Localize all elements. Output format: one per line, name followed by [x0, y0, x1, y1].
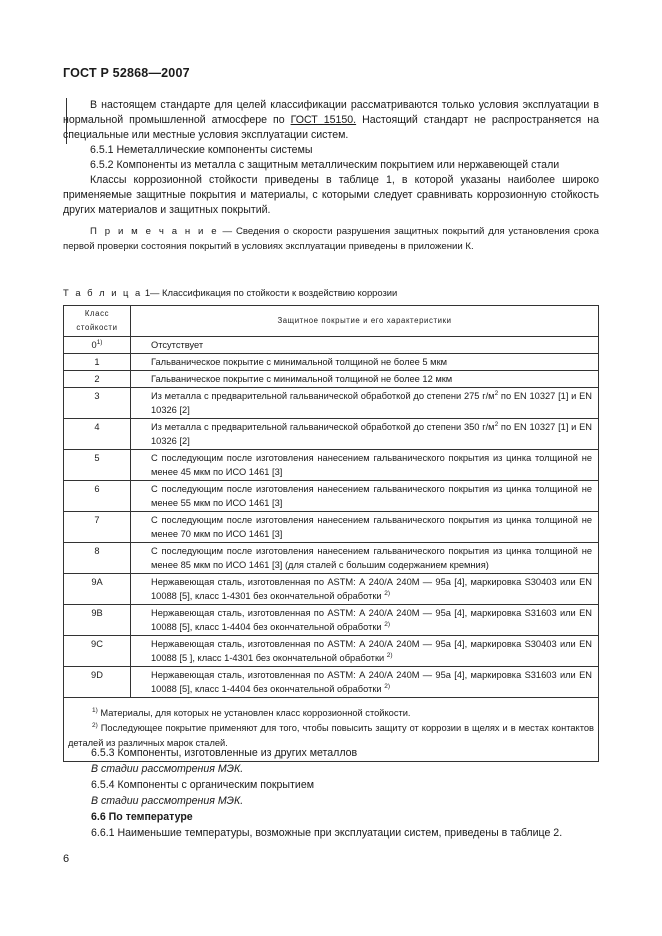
table-row [64, 636, 599, 667]
class-cell [64, 574, 131, 605]
class-cell [64, 419, 131, 450]
coating-text: Из металла с предварительной гальванической обработкой до степени 350 г/м [151, 422, 495, 432]
footnote-1 [68, 706, 594, 721]
table-header-row [64, 306, 599, 337]
table-row [64, 419, 599, 450]
class-cell [64, 388, 131, 419]
coating-text: Нержавеющая сталь, изготовленная по ASTM: А 240/А 240М — 95а [4], маркировка S31603 или EN 10088 [5], класс 1-4404 без окончательной обработки [151, 608, 592, 632]
corrosion-classification-table [63, 305, 599, 762]
table-row [64, 388, 599, 419]
coating-text: по EN 10327 [1] и EN 10326 [2] [151, 391, 592, 415]
intro-section [63, 98, 599, 254]
note-paragraph [63, 224, 599, 254]
coating-footnote-mark: 2) [384, 589, 390, 597]
col-header-class: Класс стойкости [64, 306, 131, 337]
document-header: ГОСТ Р 52868—2007 [63, 66, 190, 80]
note-label: П р и м е ч а н и е [90, 226, 219, 237]
coating-text: Гальваническое покрытие с минимальной толщиной не более 12 мкм [151, 374, 453, 384]
class-footnote-mark: 1) [96, 338, 103, 346]
coating-cell [131, 388, 599, 419]
coating-superscript: 2 [494, 389, 499, 397]
coating-cell [131, 481, 599, 512]
class-cell [64, 667, 131, 698]
section-6-5-3-note: В стадии рассмотрения МЭК. [91, 763, 244, 775]
coating-text: Гальваническое покрытие с минимальной толщиной не более 5 мкм [151, 357, 448, 367]
footnote-1-mark: 1) [92, 706, 98, 714]
intro-paragraph [63, 98, 599, 143]
class-cell [64, 450, 131, 481]
table-caption [63, 287, 397, 298]
table-caption-text: 1— Классификация по стойкости к воздействию коррозии [142, 287, 398, 298]
class-value: 0 [91, 340, 97, 350]
section-6-6-heading: 6.6 По температуре [91, 811, 193, 823]
table-body [64, 337, 599, 698]
footnote-2-mark: 2) [92, 721, 98, 729]
class-value: 8 [94, 546, 100, 556]
table-row [64, 605, 599, 636]
table-row [64, 354, 599, 371]
coating-footnote-mark: 2) [384, 682, 390, 690]
class-value: 1 [94, 357, 100, 367]
table-caption-label: Т а б л и ц а [63, 287, 143, 298]
section-6-5-2: 6.5.2 Компоненты из металла с защитным металлическим покрытием или нержавеющей стали [90, 159, 560, 171]
class-cell [64, 371, 131, 388]
coating-cell [131, 419, 599, 450]
coating-text: Отсутствует [151, 340, 204, 350]
coating-text: Нержавеющая сталь, изготовленная по ASTM: А 240/А 240М — 95а [4], маркировка S31603 или EN 10088 [5], класс 1-4404 без окончательной обработки [151, 670, 592, 694]
table-row [64, 481, 599, 512]
intro-text-part1: В настоящем стандарте для целей классификации рассматриваются только условия эксплуатации в нормальной промышленной атмосфере по [63, 99, 599, 126]
class-value: 7 [94, 515, 100, 525]
table-row [64, 371, 599, 388]
table-row [64, 574, 599, 605]
classes-paragraph: Классы коррозионной стойкости приведены в таблице 1, в которой указаны наиболее широко применяемые защитные покрытия и материалы, с которыми следует сравнивать коррозионную стойкость других материалов и защитных покрытий. [63, 174, 599, 216]
coating-cell [131, 543, 599, 574]
footnote-2-text: Последующее покрытие применяют для того, чтобы повысить защиту от коррозии в щелях и в местах контактов деталей из различных марок сталей. [68, 723, 594, 748]
coating-cell [131, 337, 599, 354]
coating-text: Из металла с предварительной гальванической обработкой до степени 275 г/м [151, 391, 495, 401]
class-value: 6 [94, 484, 100, 494]
class-value: 9B [91, 608, 103, 618]
coating-text: Нержавеющая сталь, изготовленная по ASTM: А 240/А 240М — 95а [4], маркировка S30403 или EN 10088 [5], класс 1-4301 без окончательной обработки [151, 577, 592, 601]
class-value: 9D [91, 670, 103, 680]
coating-footnote-mark: 2) [386, 651, 393, 659]
class-cell [64, 337, 131, 354]
table-row [64, 543, 599, 574]
coating-cell [131, 636, 599, 667]
coating-cell [131, 450, 599, 481]
coating-footnote-mark: 2) [384, 620, 390, 628]
coating-text: С последующим после изготовления нанесением гальванического покрытия из цинка толщиной не менее 70 мкм по ИСО 1461 [3] [151, 515, 592, 539]
coating-cell [131, 605, 599, 636]
coating-cell [131, 574, 599, 605]
section-6-5-4: 6.5.4 Компоненты с органическим покрытием [91, 779, 314, 791]
page-number: 6 [63, 853, 70, 865]
class-cell [64, 512, 131, 543]
coating-superscript: 2 [494, 420, 499, 428]
col-header-coating: Защитное покрытие и его характеристики [131, 306, 599, 337]
class-value: 2 [94, 374, 100, 384]
class-cell [64, 605, 131, 636]
class-cell [64, 543, 131, 574]
coating-text: по EN 10327 [1] и EN 10326 [2] [151, 422, 592, 446]
section-6-5-3: 6.5.3 Компоненты, изготовленные из других металлов [91, 747, 358, 759]
coating-text: С последующим после изготовления нанесением гальванического покрытия из цинка толщиной не менее 85 мкм по ИСО 1461 [3] (для сталей с большим содержанием кремния) [151, 546, 592, 570]
intro-text-part2: Настоящий стандарт не распространяется на специальные или местные условия эксплуатации систем. [63, 114, 599, 141]
lower-section [91, 745, 599, 841]
coating-cell [131, 354, 599, 371]
section-6-5-4-note: В стадии рассмотрения МЭК. [91, 795, 244, 807]
class-value: 3 [94, 391, 100, 401]
class-value: 5 [94, 453, 100, 463]
class-cell [64, 481, 131, 512]
coating-text: С последующим после изготовления нанесением гальванического покрытия из цинка толщиной не менее 55 мкм по ИСО 1461 [3] [151, 484, 592, 508]
table-row [64, 512, 599, 543]
coating-cell [131, 512, 599, 543]
section-6-6-1: 6.6.1 Наименьшие температуры, возможные при эксплуатации систем, приведены в таблице 2. [91, 827, 563, 839]
class-value: 9A [91, 577, 103, 587]
coating-cell [131, 667, 599, 698]
note-text: — Сведения о скорости разрушения защитных покрытий для установления срока первой проверки состояния покрытий в условиях эксплуатации приведены в приложении К. [63, 226, 599, 252]
class-value: 4 [94, 422, 100, 432]
coating-text: Нержавеющая сталь, изготовленная по ASTM: А 240/А 240М — 95а [4], маркировка S30403 или EN 10088 [5 ], класс 1-4301 без окончательной обработки [151, 639, 592, 663]
table-row [64, 667, 599, 698]
gost-15150-link[interactable]: ГОСТ 15150. [290, 114, 357, 126]
coating-text: С последующим после изготовления нанесением гальванического покрытия из цинка толщиной не менее 45 мкм по ИСО 1461 [3] [151, 453, 592, 477]
footnote-1-text: Материалы, для которых не установлен класс коррозионной стойкости. [97, 708, 411, 718]
coating-cell [131, 371, 599, 388]
class-cell [64, 636, 131, 667]
section-6-5-1: 6.5.1 Неметаллические компоненты системы [90, 144, 313, 156]
table-row [64, 450, 599, 481]
class-value: 9C [91, 639, 103, 649]
table-row [64, 337, 599, 354]
class-cell [64, 354, 131, 371]
